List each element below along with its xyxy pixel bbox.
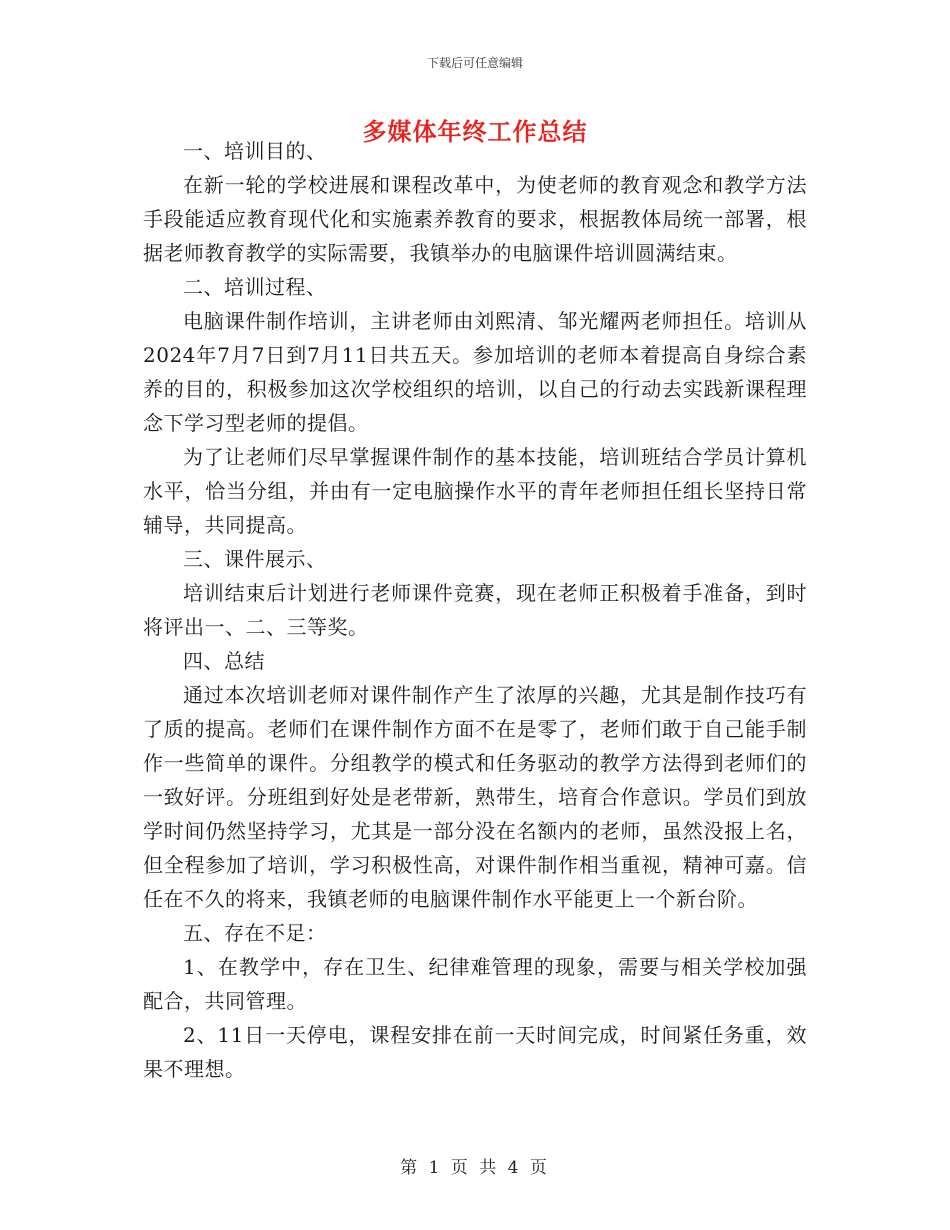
document-body (143, 134, 807, 1086)
header-note: 下载后可任意编辑 (426, 56, 523, 70)
paragraph-summary: 通过本次培训老师对课件制作产生了浓厚的兴趣，尤其是制作技巧有了质的提高。老师们在课件制作方面不在是零了，老师们敢于自己能手制作一些简单的课件。分组教学的模式和任务驱动的教学方法得到老师们的一致好评。分班组到好处是老带新，熟带生，培育合作意识。学员们到放学时间仍然坚持学习，尤其是一部分没在名额内的老师，虽然没报上名，但全程参加了培训，学习积极性高，对课件制作相当重视，精神可嘉。信任在不久的将来，我镇老师的电脑课件制作水平能更上一个新台阶。 (143, 683, 807, 911)
paragraph-shortcoming-2: 2、11日一天停电，课程安排在前一天时间完成，时间紧任务重，效果不理想。 (143, 1023, 807, 1081)
paragraph-shortcoming-1: 1、在教学中，存在卫生、纪律难管理的现象，需要与相关学校加强配合，共同管理。 (143, 955, 807, 1013)
section-heading-purpose: 一、培训目的、 (183, 139, 327, 163)
section-heading-showcase: 三、课件展示、 (183, 547, 327, 571)
paragraph-grouping: 为了让老师们尽早掌握课件制作的基本技能，培训班结合学员计算机水平，恰当分组，并由有一定电脑操作水平的青年老师担任组长坚持日常辅导，共同提高。 (143, 445, 807, 537)
section-heading-summary: 四、总结 (183, 649, 265, 673)
document-title: 多媒体年终工作总结 (362, 117, 588, 146)
section-heading-shortcomings: 五、存在不足： (183, 921, 327, 945)
paragraph-purpose: 在新一轮的学校进展和课程改革中，为使老师的教育观念和教学方法手段能适应教育现代化和实施素养教育的要求，根据教体局统一部署，根据老师教育教学的实际需要，我镇举办的电脑课件培训圆满结束。 (143, 173, 807, 265)
page-number-footer: 第 1 页 共 4 页 (400, 1158, 550, 1178)
paragraph-process: 电脑课件制作培训，主讲老师由刘熙清、邹光耀两老师担任。培训从2024年7月7日到7月11日共五天。参加培训的老师本着提高自身综合素养的目的，积极参加这次学校组织的培训，以自己的行动去实践新课程理念下学习型老师的提倡。 (143, 309, 807, 435)
paragraph-showcase: 培训结束后计划进行老师课件竞赛，现在老师正积极着手准备，到时将评出一、二、三等奖。 (143, 581, 807, 639)
section-heading-process: 二、培训过程、 (183, 275, 327, 299)
